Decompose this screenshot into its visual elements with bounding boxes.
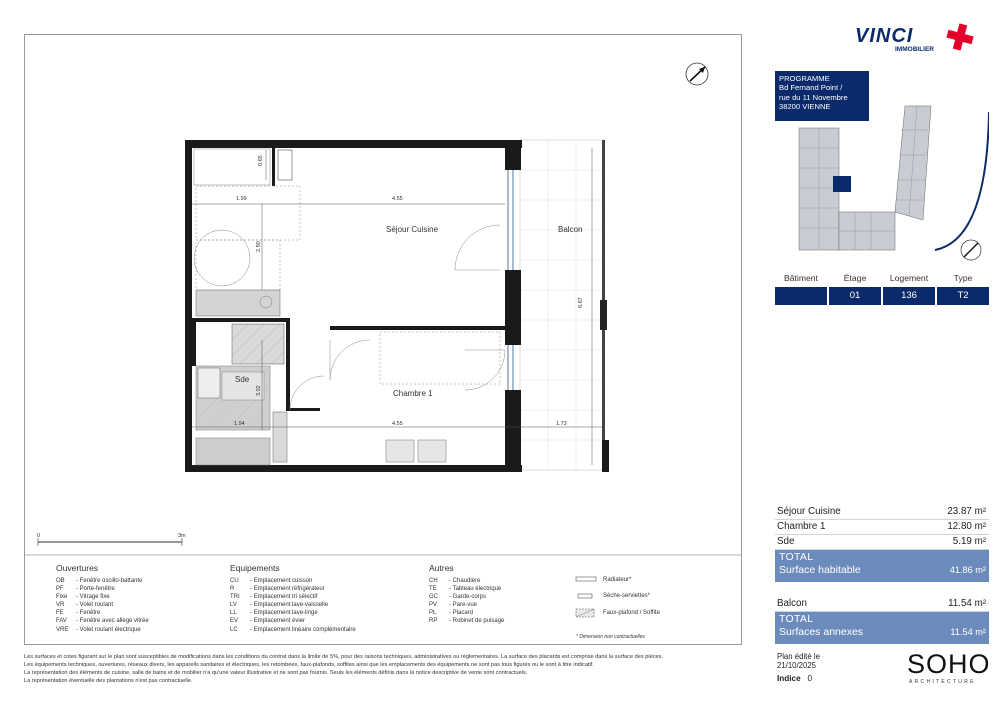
disclaimer-line: La représentation des éléments de cuisine, salle de bains et de mobilier n'a qu'une valeur illustrative et ne sont pas fournis. Seuls les éléments définis dans la notice descriptive de vente sont contractuels. <box>24 670 528 676</box>
surface-value: 5.19 m² <box>952 536 986 547</box>
dim-label: 3.02 <box>256 385 262 396</box>
total-sublabel: Surface habitable <box>779 564 861 576</box>
room-label-sejour: Séjour Cuisine <box>386 225 439 234</box>
architect-sub: ARCHITECTURE <box>909 679 976 685</box>
surface-value: 23.87 m² <box>947 506 986 517</box>
legend-item: OB- Fenêtre oscillo-battante <box>56 577 149 585</box>
disclaimer-line: Les surfaces et cotes figurant sur le plan sont susceptibles de modifications dans les conditions du contrat dans la limite de 5%, pour des raisons techniques, administratives ou réglementaires. La surface des placards est comprise dans la surface des pièces. <box>24 654 663 660</box>
total-value: 41.86 m² <box>949 565 986 575</box>
indice-value: 0 <box>807 674 813 683</box>
vinci-logo <box>855 22 975 52</box>
legend-autres-list <box>429 577 504 626</box>
dim-label: 1.73 <box>556 421 567 427</box>
lot-header-type: Type <box>953 273 973 283</box>
disclaimer <box>24 653 740 685</box>
legend-item: RP- Robinet de puisage <box>429 617 504 625</box>
total-label: TOTAL <box>779 551 814 563</box>
radiateur-icon <box>576 577 596 581</box>
legend-autres-title: Autres <box>429 563 454 573</box>
room-label-balcon: Balcon <box>558 225 583 234</box>
surface-row <box>775 534 989 550</box>
total-habitable-box <box>775 550 989 582</box>
dim-label: 4.55 <box>392 196 403 202</box>
brand-cross-icon <box>944 22 975 52</box>
surface-value: 12.80 m² <box>947 521 986 532</box>
legend-item: EV- Emplacement évier <box>230 617 356 625</box>
legend-item: FAV- Fenêtre avec allège vitrée <box>56 617 149 625</box>
lot-value-batiment <box>775 287 827 305</box>
legend-item: FE- Fenêtre <box>56 609 149 617</box>
lot-header-batiment: Bâtiment <box>784 273 818 283</box>
legend-item: LL- Emplacement lave-linge <box>230 609 356 617</box>
surface-row <box>775 519 989 535</box>
programme-city: 38200 VIENNE <box>779 102 831 112</box>
edition-date <box>777 652 820 670</box>
site-north-arrow-icon <box>961 240 981 260</box>
total-label: TOTAL <box>779 613 814 625</box>
scale-bar <box>38 538 182 546</box>
legend-item: LV- Emplacement lave-vaisselle <box>230 601 356 609</box>
dim-label: 4.55 <box>392 421 403 427</box>
site-boundary <box>935 112 989 250</box>
programme-address: rue du 11 Novembre <box>779 92 848 102</box>
scale-end: 3m <box>178 533 186 539</box>
indice-label: Indice <box>777 674 801 683</box>
edition-label: Plan édité le <box>777 652 820 661</box>
total-sublabel: Surfaces annexes <box>779 626 864 638</box>
disclaimer-line: Les équipements techniques, ouvertures, réseaux divers, les appareils sanitaires et électriques, les retombées, faux-plafonds, soffites ainsi que les emplacements des équipements ne sont pas tous figurés ou le sont à titre indicatif. <box>24 662 594 668</box>
surface-label: Balcon <box>777 598 807 609</box>
legend-item: PV- Pare-vue <box>429 601 504 609</box>
site-plan-thumbnail <box>775 100 989 268</box>
faux-plafond-icon <box>576 609 594 617</box>
disclaimer-line: La représentation éventuelle des plantations n'est pas contractuelle. <box>24 678 193 684</box>
lot-value-type: T2 <box>937 287 989 305</box>
dim-label: 2.90 <box>256 241 262 252</box>
legend-item: TRI- Emplacement tri sélectif <box>230 593 356 601</box>
lot-header-logement: Logement <box>889 273 929 283</box>
dim-label: 1.94 <box>234 421 245 427</box>
dim-label: 1.99 <box>236 196 247 202</box>
legend-item: GC- Garde-corps <box>429 593 504 601</box>
room-label-sde: Sde <box>235 375 250 384</box>
legend-ouvertures-title: Ouvertures <box>56 563 99 573</box>
surface-label: Chambre 1 <box>777 521 826 532</box>
legend-item: VR- Volet roulant <box>56 601 149 609</box>
legend-equipements-title: Equipements <box>230 563 280 573</box>
legend-item: CH- Chaudière <box>429 577 504 585</box>
total-annexes-box <box>775 612 989 644</box>
north-arrow-icon <box>686 63 708 85</box>
legend-seche: Sèche-serviettes* <box>603 593 651 599</box>
dim-label: 6.67 <box>578 297 584 308</box>
legend-note: * Dimension non contractuelles <box>576 634 645 640</box>
soho-architecture-logo <box>907 648 991 688</box>
surface-value: 11.54 m² <box>948 598 986 609</box>
total-value: 11.54 m² <box>950 627 986 637</box>
legend-item: TE- Tableau électrique <box>429 585 504 593</box>
legend-item: LC- Emplacement linéaire complémentaire <box>230 626 356 634</box>
surface-label: Séjour Cuisine <box>777 506 841 517</box>
legend-ouvertures-list <box>56 577 149 634</box>
legend-item: Fixe- Vitrage fixe <box>56 593 149 601</box>
surface-row <box>775 504 989 520</box>
lot-highlight <box>833 176 851 192</box>
brand-name: VINCI <box>855 25 914 47</box>
lot-value-logement: 136 <box>883 287 935 305</box>
brand-sub: IMMOBILIER <box>895 46 934 52</box>
dim-label: 0.65 <box>258 155 264 166</box>
programme-label: PROGRAMME <box>779 74 830 83</box>
surface-label: Sde <box>777 536 795 547</box>
scale-start: 0 <box>37 533 41 539</box>
legend-equipements-list <box>230 577 356 634</box>
legend-faux-plafond: Faux-plafond / Soffite <box>603 610 660 616</box>
lot-header-etage: Étage <box>843 273 867 283</box>
seche-serviettes-icon <box>578 594 592 598</box>
lot-value-etage: 01 <box>829 287 881 305</box>
architect-name: SOHO <box>907 649 991 679</box>
legend-item: CU- Emplacement cuisson <box>230 577 356 585</box>
legend-item: VRE- Volet roulant électrique <box>56 626 149 634</box>
edition-value: 21/10/2025 <box>777 661 817 670</box>
indice <box>777 674 812 683</box>
legend-item: R- Emplacement réfrigérateur <box>230 585 356 593</box>
annex-row <box>775 596 989 612</box>
programme-address: Bd Fernand Point / <box>779 83 843 93</box>
legend-radiateur: Radiateur* <box>603 577 632 583</box>
legend-item: PL- Placard <box>429 609 504 617</box>
room-label-chambre: Chambre 1 <box>393 389 433 398</box>
legend-item: PF- Porte-fenêtre <box>56 585 149 593</box>
